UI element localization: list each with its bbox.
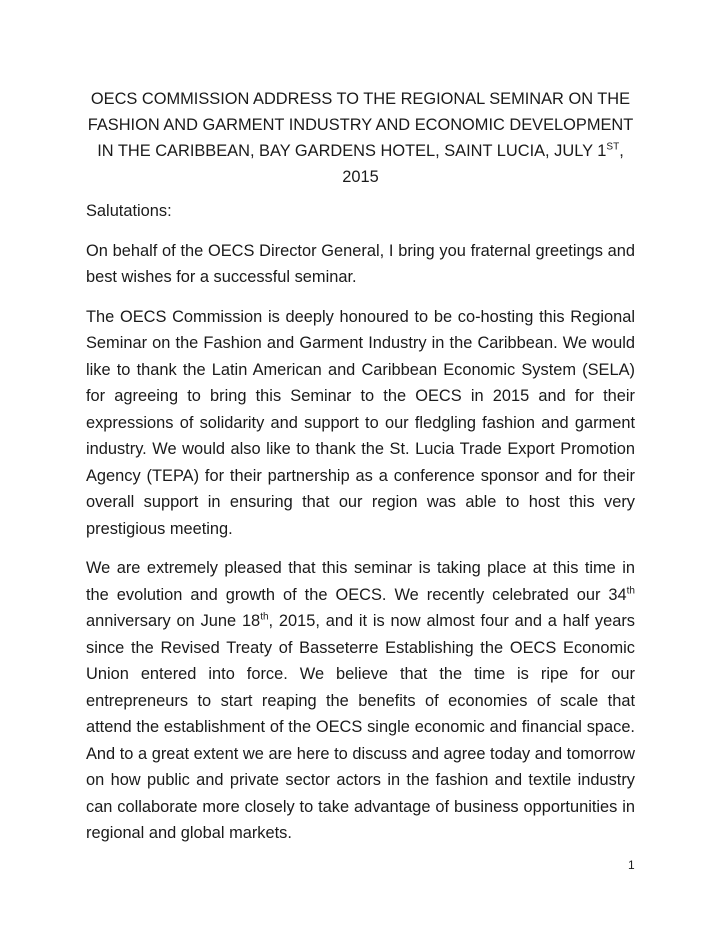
document-title — [86, 86, 635, 190]
paragraph-anniversary-text-2: anniversary on June 18 — [86, 612, 261, 630]
title-text-end: , 2015 — [342, 142, 624, 186]
paragraph-anniversary-text-3: , 2015, and it is now almost four and a half years since the Revised Treaty of Basseterre Establishing the OECS Economic Union entered into force. We believe that the time is ripe for our entrepreneurs to start reaping the benefits of economies of scale that attend the establishment of the OECS single economic and financial space. And to a great extent we are here to discuss and agree today and tomorrow on how public and private sector actors in the fashion and textile industry can collaborate more closely to take advantage of business opportunities in regional and global markets. — [86, 612, 636, 842]
salutation: Salutations: — [86, 202, 172, 220]
superscript-th-2: th — [260, 611, 269, 623]
title-superscript: ST — [606, 141, 620, 153]
paragraph-thanks: The OECS Commission is deeply honoured to be co-hosting this Regional Seminar on the Fashion and Garment Industry in the Caribbean. We would like to thank the Latin American and Caribbean Economic System (SELA) for agreeing to bring this Seminar to the OECS in 2015 and for their expressions of solidarity and support to our fledgling fashion and garment industry. We would also like to thank the St. Lucia Trade Export Promotion Agency (TEPA) for their partnership as a conference sponsor and for their overall support in ensuring that our region was able to host this very prestigious meeting. — [86, 307, 635, 538]
title-text: OECS COMMISSION ADDRESS TO THE REGIONAL SEMINAR ON THE FASHION AND GARMENT INDUSTRY AND ECONOMIC DEVELOPMENT IN THE CARIBBEAN, BAY GARDENS HOTEL, SAINT LUCIA, JULY 1 — [87, 90, 634, 160]
paragraph-anniversary-text-1: We are extremely pleased that this seminar is taking place at this time in the evolution and growth of the OECS. We recently celebrated our 34 — [86, 559, 635, 604]
paragraph-anniversary — [86, 555, 635, 847]
superscript-th-1: th — [626, 585, 635, 597]
page-number: 1 — [628, 858, 635, 872]
document-page — [86, 86, 635, 860]
paragraph-greeting: On behalf of the OECS Director General, I bring you fraternal greetings and best wishes for a successful seminar. — [86, 241, 635, 286]
